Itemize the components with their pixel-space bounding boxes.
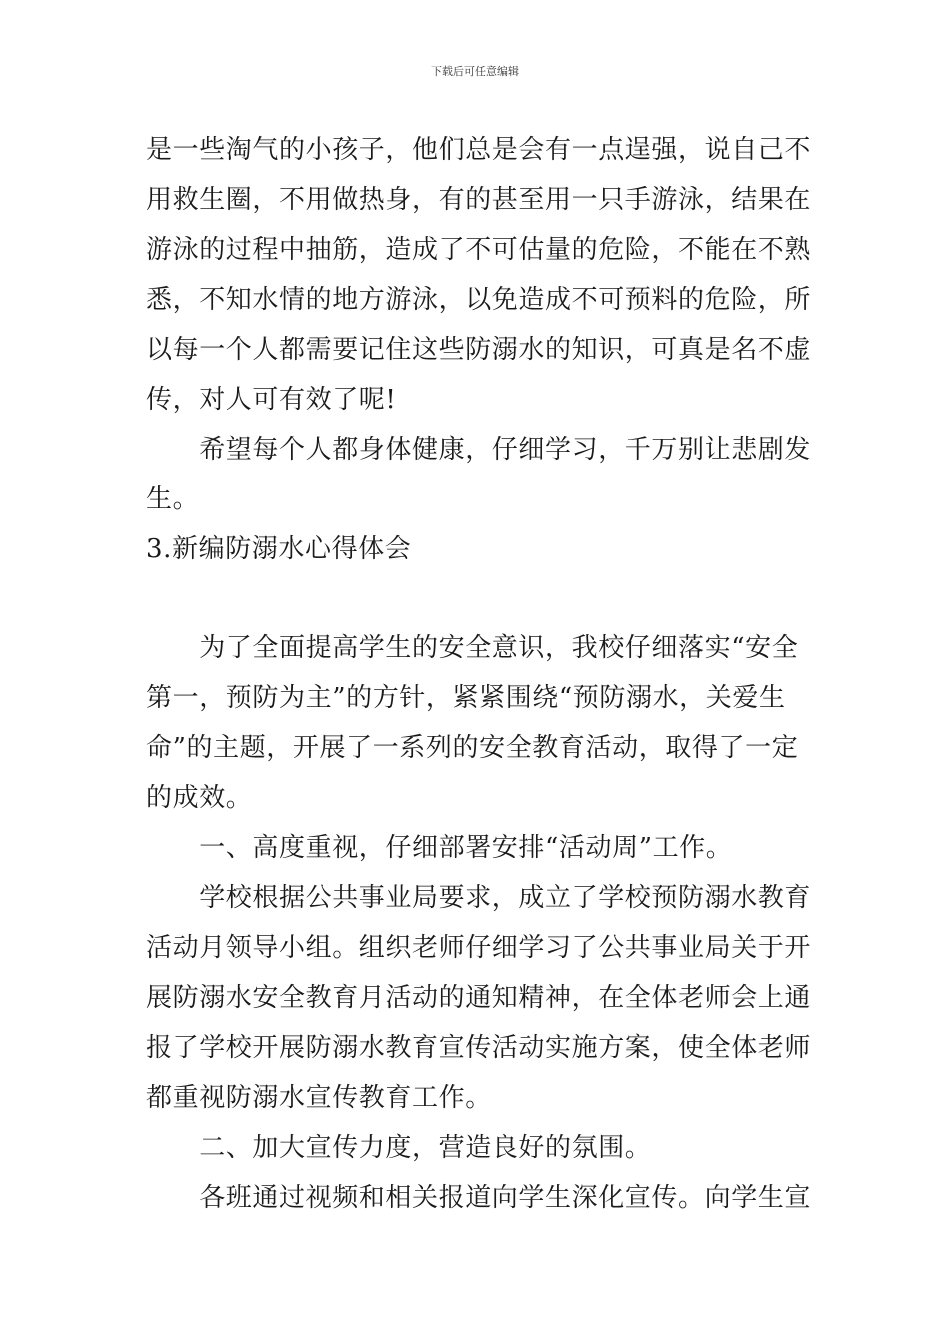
text-line: 的成效。	[146, 783, 253, 813]
text-line: 用救生圈，不用做热身，有的甚至用一只手游泳，结果在	[146, 185, 812, 215]
page-header: 下载后可任意编辑	[431, 65, 519, 78]
text-line: 一、高度重视，仔细部署安排“活动周”工作。	[146, 833, 733, 863]
text-line: 悉，不知水情的地方游泳，以免造成不可预料的危险，所	[146, 285, 812, 315]
text-line: 是一些淘气的小孩子，他们总是会有一点逞强，说自己不	[146, 135, 812, 165]
text-line: 命”的主题，开展了一系列的安全教育活动，取得了一定	[146, 733, 799, 763]
text-line: 游泳的过程中抽筋，造成了不可估量的危险，不能在不熟	[146, 235, 812, 265]
text-line: 为了全面提高学生的安全意识，我校仔细落实“安全	[146, 633, 799, 663]
text-line: 展防溺水安全教育月活动的通知精神，在全体老师会上通	[146, 983, 812, 1013]
text-line: 生。	[146, 484, 200, 514]
text-line: 传，对人可有效了呢!	[146, 385, 397, 415]
text-line: 以每一个人都需要记住这些防溺水的知识，可真是名不虚	[146, 335, 812, 365]
text-line: 希望每个人都身体健康，仔细学习，千万别让悲剧发	[146, 435, 812, 465]
text-line: 二、加大宣传力度，营造良好的氛围。	[146, 1133, 652, 1163]
text-line: 报了学校开展防溺水教育宣传活动实施方案，使全体老师	[146, 1033, 812, 1063]
text-line: 各班通过视频和相关报道向学生深化宣传。向学生宣	[146, 1183, 812, 1213]
section-heading: 3.新编防溺水心得体会	[146, 534, 412, 564]
text-line: 学校根据公共事业局要求，成立了学校预防溺水教育	[146, 883, 812, 913]
text-line: 活动月领导小组。组织老师仔细学习了公共事业局关于开	[146, 933, 812, 963]
text-line: 都重视防溺水宣传教育工作。	[146, 1083, 492, 1113]
text-line: 第一，预防为主”的方针，紧紧围绕“预防溺水，关爱生	[146, 683, 786, 713]
